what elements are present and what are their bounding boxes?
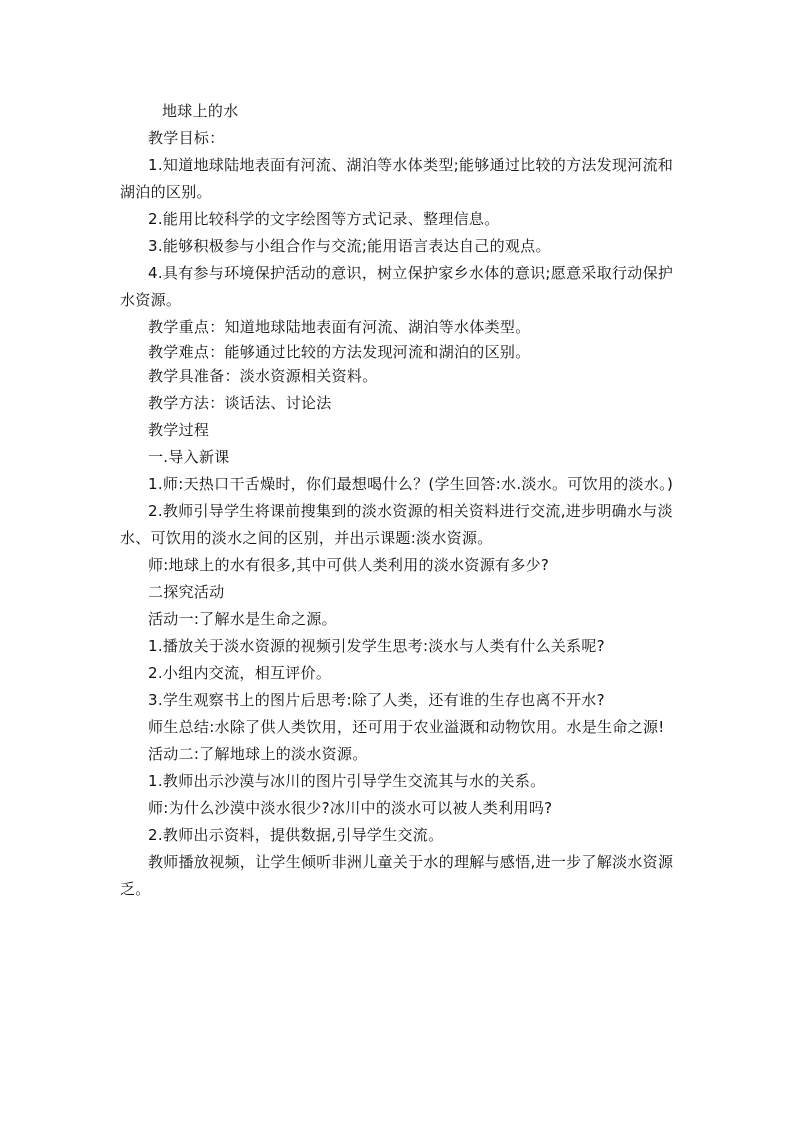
document-title: 地球上的水 (162, 102, 239, 120)
paragraph-activity-1-step-3: 3.学生观察书上的图片后思考:除了人类，还有谁的生存也离不开水? (148, 691, 605, 709)
paragraph-activity-2-step-2: 2.教师出示资料，提供数据,引导学生交流。 (148, 826, 444, 844)
paragraph-video: 教师播放视频，让学生倾听非洲儿童关于水的理解与感悟,进一步了解淡水资源乏。 (120, 853, 674, 898)
paragraph-objective-4: 4.具有参与环境保护活动的意识，树立保护家乡水体的意识;愿意采取行动保护水资源。 (120, 264, 674, 309)
document-body (120, 98, 680, 903)
paragraph-summary: 师生总结:水除了供人类饮用，还可用于农业溢溉和动物饮用。水是生命之源! (148, 718, 665, 736)
paragraph-objectives-heading: 教学目标： (148, 129, 225, 147)
paragraph-process-heading: 教学过程 (148, 421, 210, 439)
paragraph-intro-1: 1.师:天热口干舌燥时，你们最想喝什么？(学生回答:水.淡水。可饮用的淡水。) (148, 475, 674, 493)
paragraph-activity-2: 活动二:了解地球上的淡水资源。 (148, 745, 368, 763)
paragraph-methods: 教学方法：谈话法、讨论法 (148, 394, 332, 412)
paragraph-intro-2: 2.教师引导学生将课前搜集到的淡水资源的相关资料进行交流,进步明确水与淡水、可饮用的淡水之间的区别，并出示课题:淡水资源。 (120, 502, 673, 547)
paragraph-section-2: 二探究活动 (148, 583, 225, 601)
paragraph-difficulty: 教学难点：能够通过比较的方法发现河流和湖泊的区别。 (148, 343, 531, 361)
paragraph-key-point: 教学重点：知道地球陆地表面有河流、湖泊等水体类型。 (148, 318, 531, 336)
paragraph-activity-1: 活动一:了解水是生命之源。 (148, 610, 337, 628)
paragraph-objective-1: 1.知道地球陆地表面有河流、湖泊等水体类型;能够通过比较的方法发现河流和湖泊的区别。 (120, 156, 674, 201)
paragraph-section-1: 一.导入新课 (148, 448, 230, 466)
paragraph-materials: 教学具准备：淡水资源相关资料。 (148, 367, 378, 385)
paragraph-teacher-question-1: 师:地球上的水有很多,其中可供人类利用的淡水资源有多少? (148, 556, 550, 574)
paragraph-activity-2-step-1: 1.教师出示沙漠与冰川的图片引导学生交流其与水的关系。 (148, 772, 546, 790)
paragraph-teacher-question-2: 师:为什么沙漠中淡水很少?冰川中的淡水可以被人类利用吗? (148, 799, 553, 817)
paragraph-activity-1-step-2: 2.小组内交流，相互评价。 (148, 664, 332, 682)
paragraph-activity-1-step-1: 1.播放关于淡水资源的视频引发学生思考:淡水与人类有什么关系呢? (148, 637, 605, 655)
paragraph-objective-2: 2.能用比较科学的文字绘图等方式记录、整理信息。 (148, 210, 500, 228)
paragraph-objective-3: 3.能够积极参与小组合作与交流;能用语言表达自己的观点。 (148, 237, 551, 255)
